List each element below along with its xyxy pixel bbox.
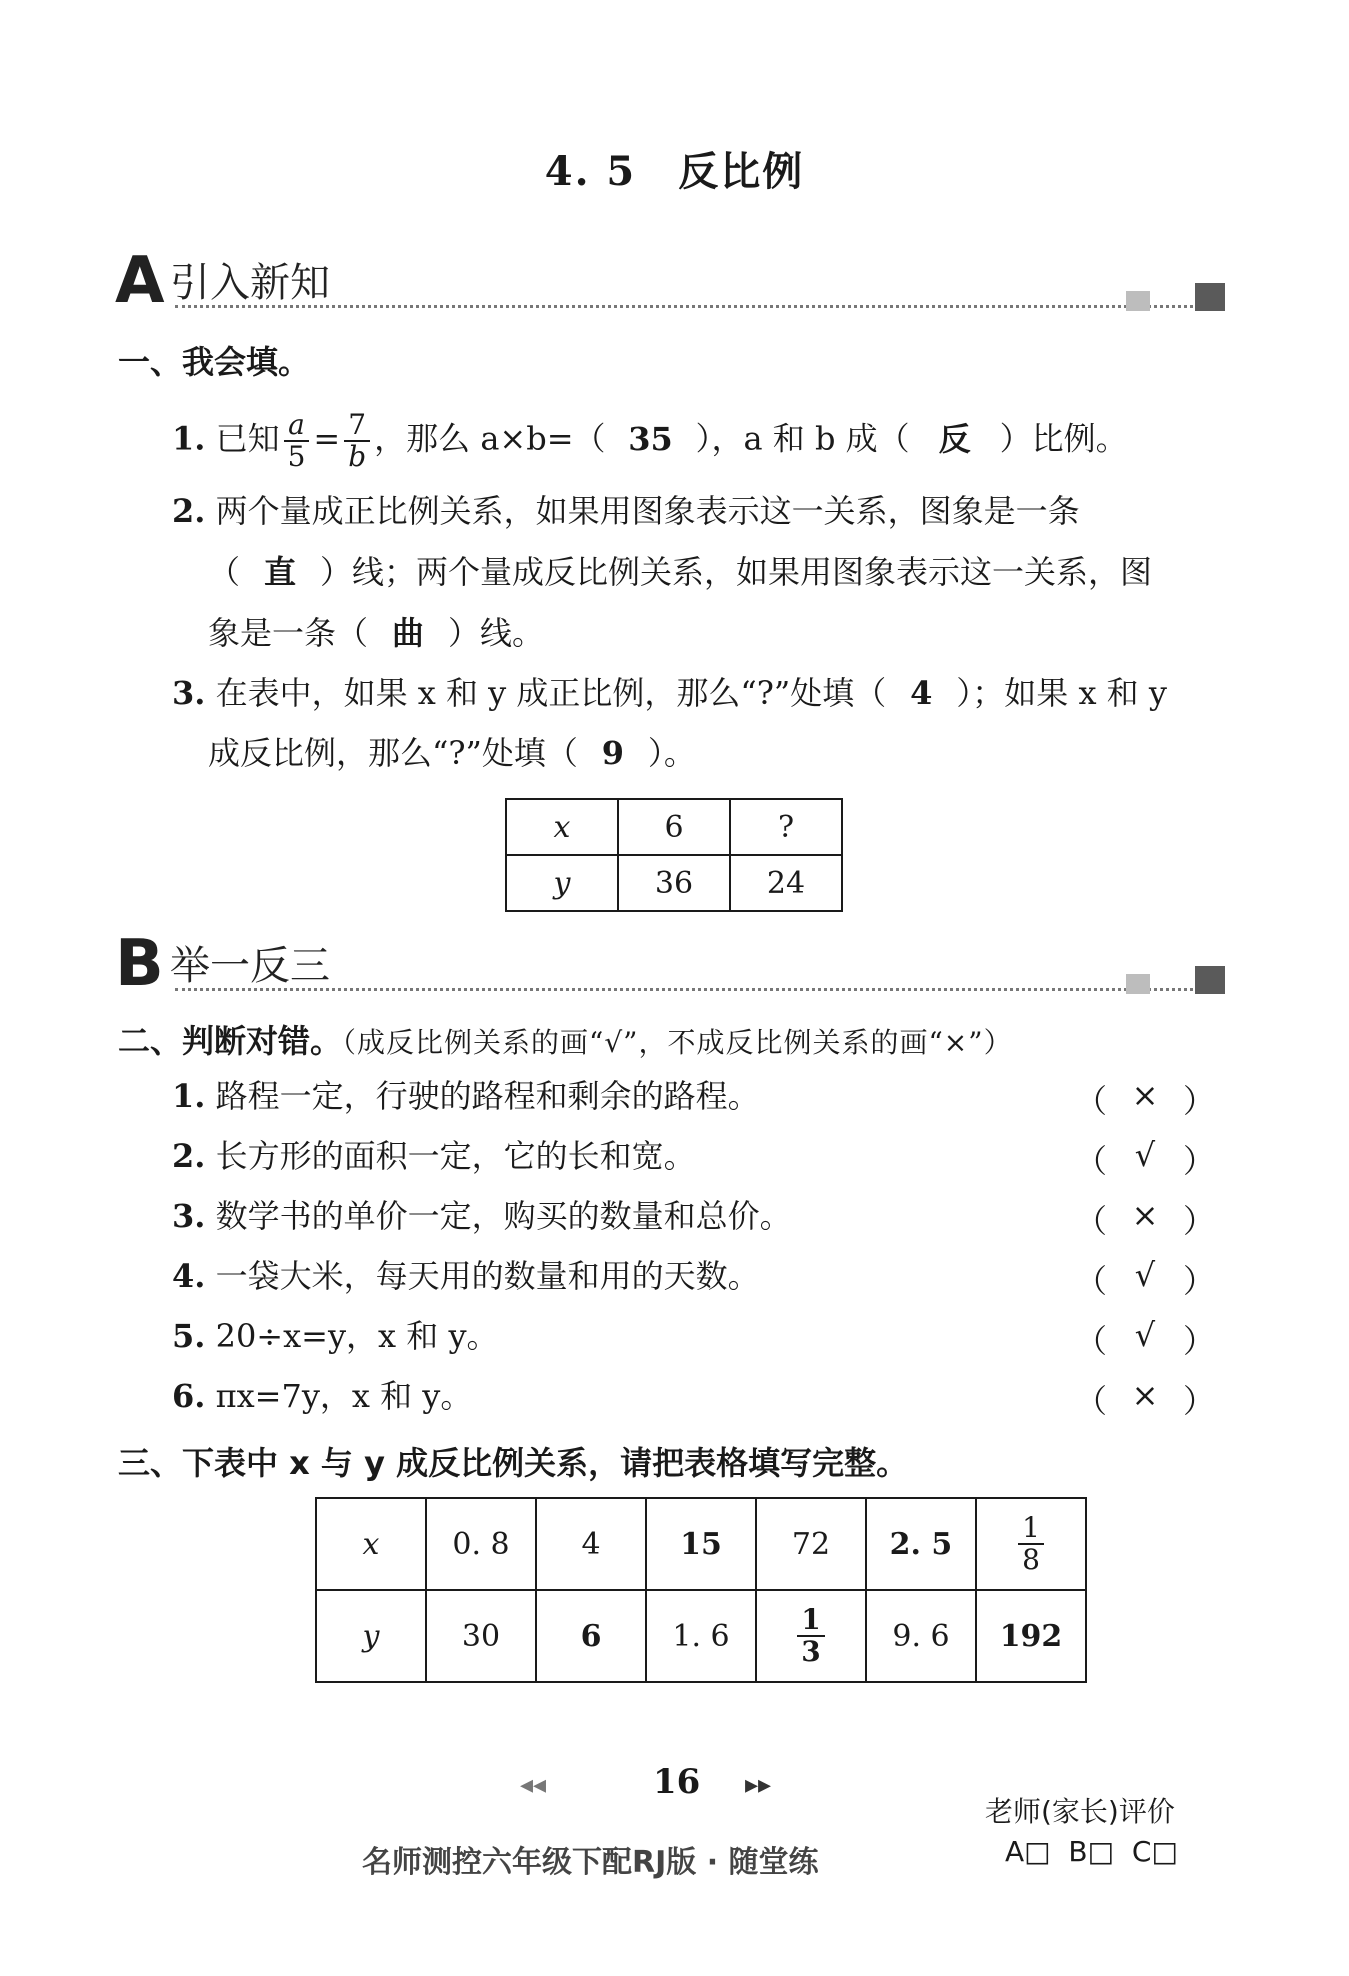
table-cell: 24 [730, 855, 842, 911]
table-cell[interactable] [756, 1590, 866, 1682]
question-1-2-line1 [172, 491, 1080, 531]
frac-den: 5 [287, 440, 306, 473]
part2-heading: 二、判断对错。 [118, 1022, 343, 1060]
book-title: 名师测控六年级下配RJ版 · 随堂练 [362, 1845, 819, 1880]
answer-blank[interactable]: 35 [628, 419, 673, 458]
xy-table-small [505, 798, 843, 912]
frac-den: 3 [801, 1635, 821, 1668]
q1-text: ），a 和 b 成（ [695, 419, 910, 458]
page-title: 4. 5 反比例 [544, 148, 805, 195]
table-cell: x [506, 799, 618, 855]
paren-open: （ [1075, 1202, 1108, 1240]
table-row [316, 1590, 1086, 1682]
answer-blank[interactable]: 4 [910, 674, 933, 712]
table-cell[interactable]: 6 [536, 1590, 646, 1682]
answer-mark: √ [1134, 1256, 1156, 1294]
section-a-letter: A [115, 244, 165, 318]
paren-open: （ [1075, 1142, 1108, 1180]
paren-open: （ [1075, 1262, 1108, 1300]
judgement-text: 一袋大米，每天用的数量和用的天数。 [215, 1257, 760, 1295]
judgement-item [172, 1316, 499, 1356]
table-cell: y [316, 1590, 426, 1682]
grade-c[interactable]: C□ [1131, 1835, 1178, 1868]
q2-text: （ [208, 553, 241, 591]
judgement-text: πx=7y，x 和 y。 [215, 1377, 473, 1415]
q3-text: 在表中，如果 x 和 y 成正比例，那么“?”处填（ [215, 674, 887, 712]
paren-close: ） [1182, 1142, 1215, 1180]
answer-blank[interactable]: 反 [938, 419, 971, 458]
section-a-header [115, 244, 1225, 318]
prev-arrows-icon: ◂◂ [520, 1770, 547, 1800]
decor-square-light [1126, 974, 1150, 994]
judgement-item [172, 1136, 696, 1176]
q1-text: ，那么 a×b=（ [374, 419, 606, 458]
answer-mark: × [1131, 1376, 1159, 1414]
paren-close: ） [1182, 1202, 1215, 1240]
grade-a[interactable]: A□ [1005, 1835, 1051, 1868]
question-number: 2. [172, 492, 206, 530]
q2-text: 象是一条（ [208, 614, 369, 652]
table-row [506, 855, 842, 911]
next-arrows-icon: ▸▸ [745, 1770, 772, 1800]
table-cell [976, 1498, 1086, 1590]
q3-text: ）；如果 x 和 y [956, 674, 1167, 712]
question-1-3-line2 [208, 733, 696, 773]
judgement-text: 路程一定，行驶的路程和剩余的路程。 [215, 1077, 760, 1115]
decor-square-dark [1195, 966, 1225, 994]
grade-options [1005, 1835, 1178, 1868]
q2-text: ）线；两个量成反比例关系，如果用图象表示这一关系，图 [320, 553, 1153, 591]
paren-close: ） [1182, 1262, 1215, 1300]
question-1-2-line2 [208, 552, 1152, 592]
frac-den: b [348, 440, 367, 473]
table-cell: 30 [426, 1590, 536, 1682]
q3-text: 成反比例，那么“?”处填（ [208, 734, 578, 772]
paren-close: ） [1182, 1382, 1215, 1420]
judgement-text: 数学书的单价一定，购买的数量和总价。 [215, 1197, 792, 1235]
table-row [506, 799, 842, 855]
question-number: 4. [172, 1257, 206, 1295]
part1-heading: 一、我会填。 [118, 343, 311, 381]
evaluation-label: 老师(家长)评价 [985, 1795, 1175, 1828]
question-number: 1. [172, 419, 206, 458]
q2-text: 两个量成正比例关系，如果用图象表示这一关系，图象是一条 [215, 492, 1080, 530]
table-cell: ? [730, 799, 842, 855]
question-number: 5. [172, 1317, 206, 1355]
answer-blank[interactable]: 直 [264, 553, 297, 591]
table-row [316, 1498, 1086, 1590]
paren-open: （ [1075, 1082, 1108, 1120]
judgement-text: 长方形的面积一定，它的长和宽。 [215, 1137, 696, 1175]
judgement-item [172, 1196, 792, 1236]
q1-text: 已知 [215, 419, 280, 458]
section-b-name: 举一反三 [170, 943, 330, 989]
table-cell: 9. 6 [866, 1590, 976, 1682]
paren-open: （ [1075, 1382, 1108, 1420]
judgement-item [172, 1076, 760, 1116]
question-number: 2. [172, 1137, 206, 1175]
q2-text: ）线。 [448, 614, 545, 652]
table-cell: 4 [536, 1498, 646, 1590]
section-divider [175, 305, 1205, 308]
part3-heading: 三、下表中 x 与 y 成反比例关系，请把表格填写完整。 [118, 1444, 909, 1482]
frac-num: 1 [797, 1605, 824, 1637]
judgement-text: 20÷x=y，x 和 y。 [215, 1317, 499, 1355]
section-b-header [115, 927, 1225, 1001]
table-cell: 1. 6 [646, 1590, 756, 1682]
frac-num: 1 [1018, 1513, 1044, 1545]
fraction-7-over-b [344, 410, 370, 472]
paren-close: ） [1182, 1082, 1215, 1120]
section-divider [175, 988, 1205, 991]
equals: = [313, 419, 341, 458]
question-1-2-line3 [208, 613, 544, 653]
xy-table-large [315, 1497, 1087, 1683]
part2-note: （成反比例关系的画“√”，不成反比例关系的画“×”） [342, 1026, 1013, 1059]
question-1-1 [172, 410, 1128, 472]
answer-mark: √ [1134, 1136, 1156, 1174]
answer-mark: √ [1134, 1316, 1156, 1354]
q1-text: ）比例。 [999, 419, 1128, 458]
table-cell: 36 [618, 855, 730, 911]
table-cell: x [316, 1498, 426, 1590]
answer-blank[interactable]: 9 [601, 734, 625, 772]
judgement-item [172, 1256, 760, 1296]
fraction [797, 1605, 824, 1667]
fraction [1018, 1513, 1044, 1575]
judgement-item [172, 1376, 472, 1416]
page-number: 16 [653, 1762, 701, 1802]
frac-num: a [284, 410, 310, 442]
decor-square-light [1126, 291, 1150, 311]
answer-mark: × [1131, 1196, 1159, 1234]
table-cell[interactable]: 192 [976, 1590, 1086, 1682]
section-a-name: 引入新知 [170, 260, 330, 306]
paren-open: （ [1075, 1322, 1108, 1360]
frac-den: 8 [1022, 1543, 1040, 1576]
table-cell[interactable]: 15 [646, 1498, 756, 1590]
answer-blank[interactable]: 曲 [392, 614, 425, 652]
question-number: 3. [172, 674, 206, 712]
fraction-a-over-5 [284, 410, 310, 472]
table-cell: y [506, 855, 618, 911]
question-number: 3. [172, 1197, 206, 1235]
table-cell: 6 [618, 799, 730, 855]
q3-text: ）。 [647, 734, 696, 772]
question-number: 6. [172, 1377, 206, 1415]
table-cell: 72 [756, 1498, 866, 1590]
section-b-letter: B [115, 927, 164, 1001]
frac-num: 7 [344, 410, 370, 442]
decor-square-dark [1195, 283, 1225, 311]
table-cell[interactable]: 2. 5 [866, 1498, 976, 1590]
grade-b[interactable]: B□ [1068, 1835, 1115, 1868]
question-number: 1. [172, 1077, 206, 1115]
part2-heading-row [118, 1016, 1013, 1062]
table-cell: 0. 8 [426, 1498, 536, 1590]
paren-close: ） [1182, 1322, 1215, 1360]
question-1-3-line1 [172, 673, 1167, 713]
answer-mark: × [1131, 1076, 1159, 1114]
